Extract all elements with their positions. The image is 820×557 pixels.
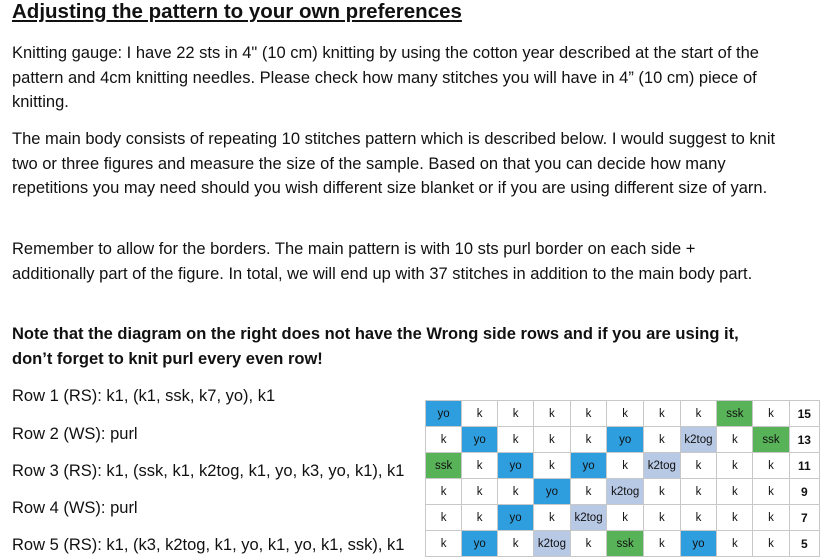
chart-cell-k: k bbox=[570, 401, 607, 427]
chart-cell-k: k bbox=[644, 427, 681, 453]
chart-cell-k: k bbox=[644, 505, 681, 531]
stitch-chart bbox=[425, 400, 820, 557]
chart-row bbox=[426, 401, 820, 427]
chart-row bbox=[426, 505, 820, 531]
chart-cell-k2tog: k2tog bbox=[680, 427, 717, 453]
chart-cell-k: k bbox=[717, 479, 753, 505]
row-instruction-5: Row 5 (RS): k1, (k3, k2tog, k1, yo, k1, yo, k1, ssk), k1 bbox=[12, 536, 405, 554]
row-instruction-3: Row 3 (RS): k1, (ssk, k1, k2tog, k1, yo, k3, yo, k1), k1 bbox=[12, 462, 405, 480]
chart-row-number: 7 bbox=[789, 505, 819, 531]
chart-cell-k: k bbox=[462, 453, 498, 479]
chart-row-number: 5 bbox=[789, 531, 819, 557]
chart-cell-k: k bbox=[534, 505, 571, 531]
chart-row-number: 9 bbox=[789, 479, 819, 505]
chart-row bbox=[426, 479, 820, 505]
chart-cell-k: k bbox=[607, 401, 644, 427]
chart-cell-k: k bbox=[680, 401, 717, 427]
main-body-paragraph: The main body consists of repeating 10 stitches pattern which is described below. I would suggest to knit two or three figures and measure the size of the sample. Based on that you can decide how many repetitions you may need should you wish different size blanket or if you are using different size of yarn. bbox=[12, 130, 776, 197]
chart-cell-k: k bbox=[607, 505, 644, 531]
chart-cell-k: k bbox=[570, 479, 607, 505]
chart-cell-k: k bbox=[462, 479, 498, 505]
chart-cell-k: k bbox=[534, 401, 571, 427]
chart-cell-k: k bbox=[534, 453, 571, 479]
chart-cell-k: k bbox=[644, 401, 681, 427]
chart-cell-k: k bbox=[534, 427, 571, 453]
chart-row-number: 13 bbox=[789, 427, 819, 453]
chart-cell-k: k bbox=[644, 479, 681, 505]
chart-row bbox=[426, 427, 820, 453]
chart-cell-k: k bbox=[426, 427, 462, 453]
chart-cell-k: k bbox=[426, 505, 462, 531]
chart-cell-k2tog: k2tog bbox=[570, 505, 607, 531]
chart-cell-k: k bbox=[680, 479, 717, 505]
chart-cell-ssk: ssk bbox=[717, 401, 753, 427]
chart-cell-k: k bbox=[570, 531, 607, 557]
chart-cell-yo: yo bbox=[570, 453, 607, 479]
chart-cell-k2tog: k2tog bbox=[644, 453, 681, 479]
chart-row-number: 11 bbox=[789, 453, 819, 479]
chart-row bbox=[426, 453, 820, 479]
chart-cell-k: k bbox=[570, 427, 607, 453]
chart-cell-k: k bbox=[717, 505, 753, 531]
chart-cell-k2tog: k2tog bbox=[607, 479, 644, 505]
chart-cell-yo: yo bbox=[607, 427, 644, 453]
chart-cell-k: k bbox=[753, 401, 789, 427]
chart-cell-k: k bbox=[498, 479, 534, 505]
page-heading: Adjusting the pattern to your own preferences bbox=[12, 0, 462, 23]
chart-cell-k: k bbox=[498, 531, 534, 557]
chart-cell-k: k bbox=[717, 531, 753, 557]
chart-cell-k2tog: k2tog bbox=[534, 531, 571, 557]
chart-cell-ssk: ssk bbox=[607, 531, 644, 557]
chart-cell-k: k bbox=[462, 505, 498, 531]
row-instruction-2: Row 2 (WS): purl bbox=[12, 425, 138, 443]
chart-cell-k: k bbox=[680, 505, 717, 531]
chart-cell-yo: yo bbox=[426, 401, 462, 427]
chart-cell-k: k bbox=[753, 479, 789, 505]
chart-cell-ssk: ssk bbox=[753, 427, 789, 453]
chart-row-number: 15 bbox=[789, 401, 819, 427]
gauge-paragraph: Knitting gauge: I have 22 sts in 4" (10 cm) knitting by using the cotton year described at the start of the pattern and 4cm knitting needles. Please check how many stitches you will have in 4” (10 cm) piece of knitting. bbox=[12, 44, 759, 111]
chart-cell-k: k bbox=[426, 479, 462, 505]
chart-cell-k: k bbox=[462, 401, 498, 427]
chart-cell-k: k bbox=[753, 531, 789, 557]
chart-cell-yo: yo bbox=[462, 427, 498, 453]
row-instruction-1: Row 1 (RS): k1, (k1, ssk, k7, yo), k1 bbox=[12, 387, 276, 405]
chart-cell-k: k bbox=[607, 453, 644, 479]
chart-cell-k: k bbox=[753, 453, 789, 479]
note-paragraph: Note that the diagram on the right does not have the Wrong side rows and if you are using it, don’t forget to knit purl every even row! bbox=[12, 325, 739, 368]
chart-cell-yo: yo bbox=[498, 505, 534, 531]
chart-cell-k: k bbox=[644, 531, 681, 557]
borders-paragraph: Remember to allow for the borders. The main pattern is with 10 sts purl border on each side + additionally part of the figure. In total, we will end up with 37 stitches in addition to the main body part. bbox=[12, 240, 753, 283]
chart-cell-k: k bbox=[717, 453, 753, 479]
chart-cell-ssk: ssk bbox=[426, 453, 462, 479]
chart-cell-k: k bbox=[717, 427, 753, 453]
chart-cell-yo: yo bbox=[498, 453, 534, 479]
chart-cell-k: k bbox=[498, 427, 534, 453]
chart-cell-k: k bbox=[680, 453, 717, 479]
chart-cell-yo: yo bbox=[680, 531, 717, 557]
chart-cell-k: k bbox=[753, 505, 789, 531]
chart-cell-yo: yo bbox=[462, 531, 498, 557]
row-instruction-4: Row 4 (WS): purl bbox=[12, 499, 138, 517]
chart-cell-yo: yo bbox=[534, 479, 571, 505]
chart-cell-k: k bbox=[498, 401, 534, 427]
chart-cell-k: k bbox=[426, 531, 462, 557]
